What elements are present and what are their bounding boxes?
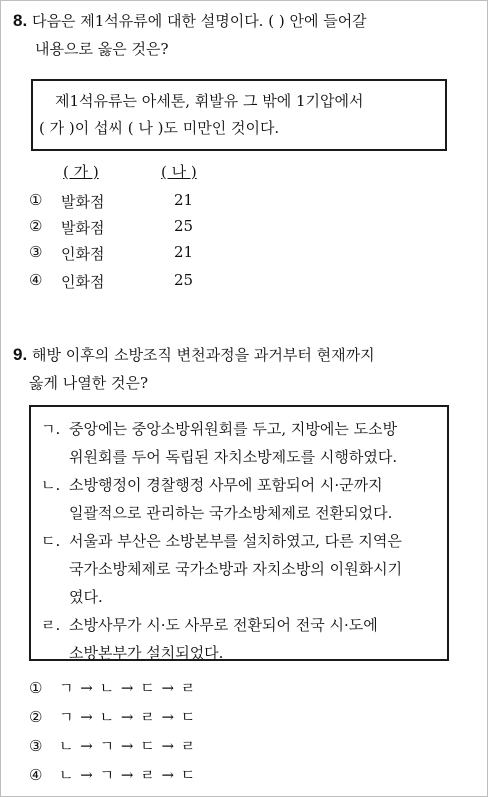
statement-item-digeut — [41, 527, 447, 611]
statement-item-nieun — [41, 471, 447, 527]
option-value-a: 인화점 — [61, 245, 105, 263]
statement-label: ㄱ. — [41, 420, 61, 438]
option-value-a: 발화점 — [61, 219, 105, 237]
column-header-a: ( 가 ) — [63, 163, 99, 181]
choice-marker: ② — [29, 708, 43, 726]
choice-4[interactable] — [29, 764, 196, 785]
question-number: 8. — [13, 11, 28, 30]
question-text-line2: 내용으로 옳은 것은? — [35, 40, 169, 58]
statement-line1: 제1석유류는 아세톤, 휘발유 그 밖에 1기압에서 — [55, 92, 364, 110]
choice-marker: ③ — [29, 737, 43, 755]
question-text-line2: 옳게 나열한 것은? — [29, 374, 149, 392]
statement-line: 소방본부가 설치되었다. — [69, 644, 224, 662]
choice-marker: ④ — [29, 766, 43, 784]
question-8 — [13, 7, 479, 63]
question-text-line1: 해방 이후의 소방조직 변천과정을 과거부터 현재까지 — [31, 346, 375, 364]
choice-2[interactable] — [29, 706, 196, 727]
statement-line: 소방행정이 경찰행정 사무에 포함되어 시·군까지 — [69, 476, 383, 494]
choice-sequence: ㄱ → ㄴ → ㄹ → ㄷ — [59, 708, 197, 726]
choice-sequence: ㄱ → ㄴ → ㄷ → ㄹ — [59, 679, 197, 697]
statement-box — [31, 79, 447, 151]
option-value-b: 21 — [174, 191, 194, 209]
statement-label: ㄷ. — [41, 532, 61, 550]
question-number: 9. — [13, 345, 28, 364]
option-value-a: 인화점 — [61, 273, 105, 291]
statement-label: ㄹ. — [41, 616, 61, 634]
question-9 — [13, 341, 479, 397]
option-marker: ② — [29, 217, 43, 235]
statement-item-giyeok — [41, 415, 447, 471]
choice-sequence: ㄴ → ㄱ → ㄹ → ㄷ — [59, 766, 197, 784]
statement-line: 국가소방체제로 국가소방과 자치소방의 이원화시기 — [69, 560, 403, 578]
column-header-b: ( 나 ) — [161, 163, 197, 181]
option-marker: ④ — [29, 271, 43, 289]
statement-label: ㄴ. — [41, 476, 61, 494]
statement-line: 위원회를 두어 독립된 자치소방제도를 시행하였다. — [69, 448, 398, 466]
option-value-b: 21 — [174, 243, 194, 261]
question-text-line1: 다음은 제1석유류에 대한 설명이다. ( ) 안에 들어갈 — [31, 12, 367, 30]
option-value-b: 25 — [174, 217, 194, 235]
option-marker: ③ — [29, 243, 43, 261]
statements-box — [29, 405, 449, 661]
option-value-a: 발화점 — [61, 193, 105, 211]
statement-item-rieul — [41, 611, 447, 667]
choice-3[interactable] — [29, 735, 196, 756]
option-value-b: 25 — [174, 271, 194, 289]
statement-line: 서울과 부산은 소방본부를 설치하였고, 다른 지역은 — [69, 532, 402, 550]
statement-line2: ( 가 )이 섭씨 ( 나 )도 미만인 것이다. — [39, 119, 280, 137]
statement-line: 중앙에는 중앙소방위원회를 두고, 지방에는 도소방 — [69, 420, 398, 438]
choice-1[interactable] — [29, 677, 196, 698]
option-marker: ① — [29, 191, 43, 209]
statement-line: 였다. — [69, 588, 103, 606]
statement-line: 일괄적으로 관리하는 국가소방체제로 전환되었다. — [69, 504, 393, 522]
statement-line: 소방사무가 시·도 사무로 전환되어 전국 시·도에 — [69, 616, 378, 634]
choice-marker: ① — [29, 679, 43, 697]
choice-sequence: ㄴ → ㄱ → ㄷ → ㄹ — [59, 737, 197, 755]
